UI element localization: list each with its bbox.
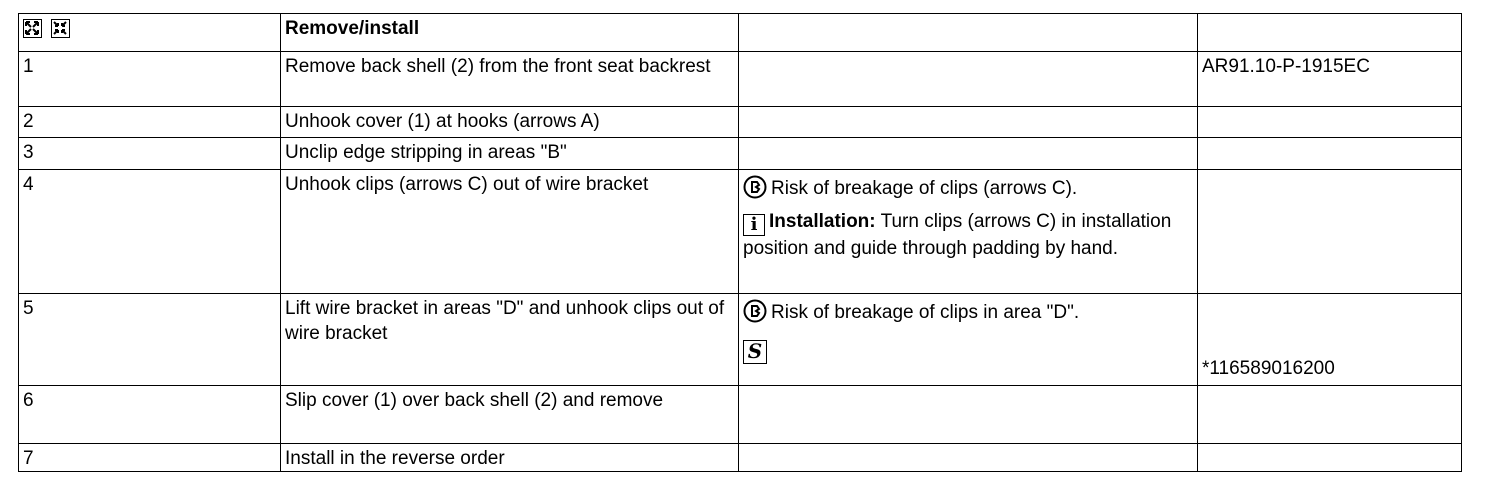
step-notes — [739, 107, 1198, 138]
breakage-risk-icon — [743, 175, 767, 199]
header-icons-cell — [19, 14, 281, 52]
step-notes — [739, 444, 1198, 472]
info-label: Installation: — [769, 211, 876, 232]
table-row — [19, 107, 1462, 138]
info-text: Turn clips (arrows C) in installation position and guide through padding by hand. — [743, 211, 1172, 259]
table-row — [19, 294, 1462, 386]
header-row — [19, 14, 1462, 52]
step-number: 4 — [19, 170, 281, 294]
step-description: Remove back shell (2) from the front seat backrest — [281, 52, 739, 107]
table-row — [19, 444, 1462, 472]
step-reference — [1198, 107, 1462, 138]
table-row — [19, 52, 1462, 107]
step-number: 1 — [19, 52, 281, 107]
breakage-risk-icon — [743, 299, 767, 323]
step-reference — [1198, 170, 1462, 294]
step-notes — [739, 170, 1198, 294]
step-reference[interactable]: AR91.10-P-1915EC — [1198, 52, 1462, 107]
step-description: Unhook clips (arrows C) out of wire bracket — [281, 170, 739, 294]
step-number: 2 — [19, 107, 281, 138]
step-reference — [1198, 138, 1462, 170]
warning-text: Risk of breakage of clips (arrows C). — [771, 178, 1078, 199]
step-notes — [739, 294, 1198, 386]
step-description: Unclip edge stripping in areas "B" — [281, 138, 739, 170]
step-number: 5 — [19, 294, 281, 386]
step-notes — [739, 386, 1198, 444]
step-reference[interactable] — [1198, 294, 1462, 386]
expand-arrows-icon[interactable] — [23, 19, 42, 38]
step-description: Install in the reverse order — [281, 444, 739, 472]
collapse-arrows-icon[interactable] — [51, 19, 70, 38]
step-number: 3 — [19, 138, 281, 170]
tool-part-number[interactable]: *116589016200 — [1202, 358, 1335, 379]
warning-text: Risk of breakage of clips in area "D". — [771, 302, 1080, 323]
step-description: Slip cover (1) over back shell (2) and remove — [281, 386, 739, 444]
info-icon: i — [743, 214, 765, 236]
header-reference-cell — [1198, 14, 1462, 52]
step-number: 7 — [19, 444, 281, 472]
table-row — [19, 170, 1462, 294]
step-description: Lift wire bracket in areas "D" and unhook clips out of wire bracket — [281, 294, 739, 386]
header-notes-cell — [739, 14, 1198, 52]
table-row — [19, 138, 1462, 170]
step-notes — [739, 52, 1198, 107]
step-reference — [1198, 444, 1462, 472]
procedure-table — [18, 13, 1462, 472]
special-tool-icon[interactable]: S — [743, 340, 767, 364]
step-number: 6 — [19, 386, 281, 444]
step-description: Unhook cover (1) at hooks (arrows A) — [281, 107, 739, 138]
header-title: Remove/install — [281, 14, 739, 52]
step-reference — [1198, 386, 1462, 444]
step-notes — [739, 138, 1198, 170]
table-row — [19, 386, 1462, 444]
